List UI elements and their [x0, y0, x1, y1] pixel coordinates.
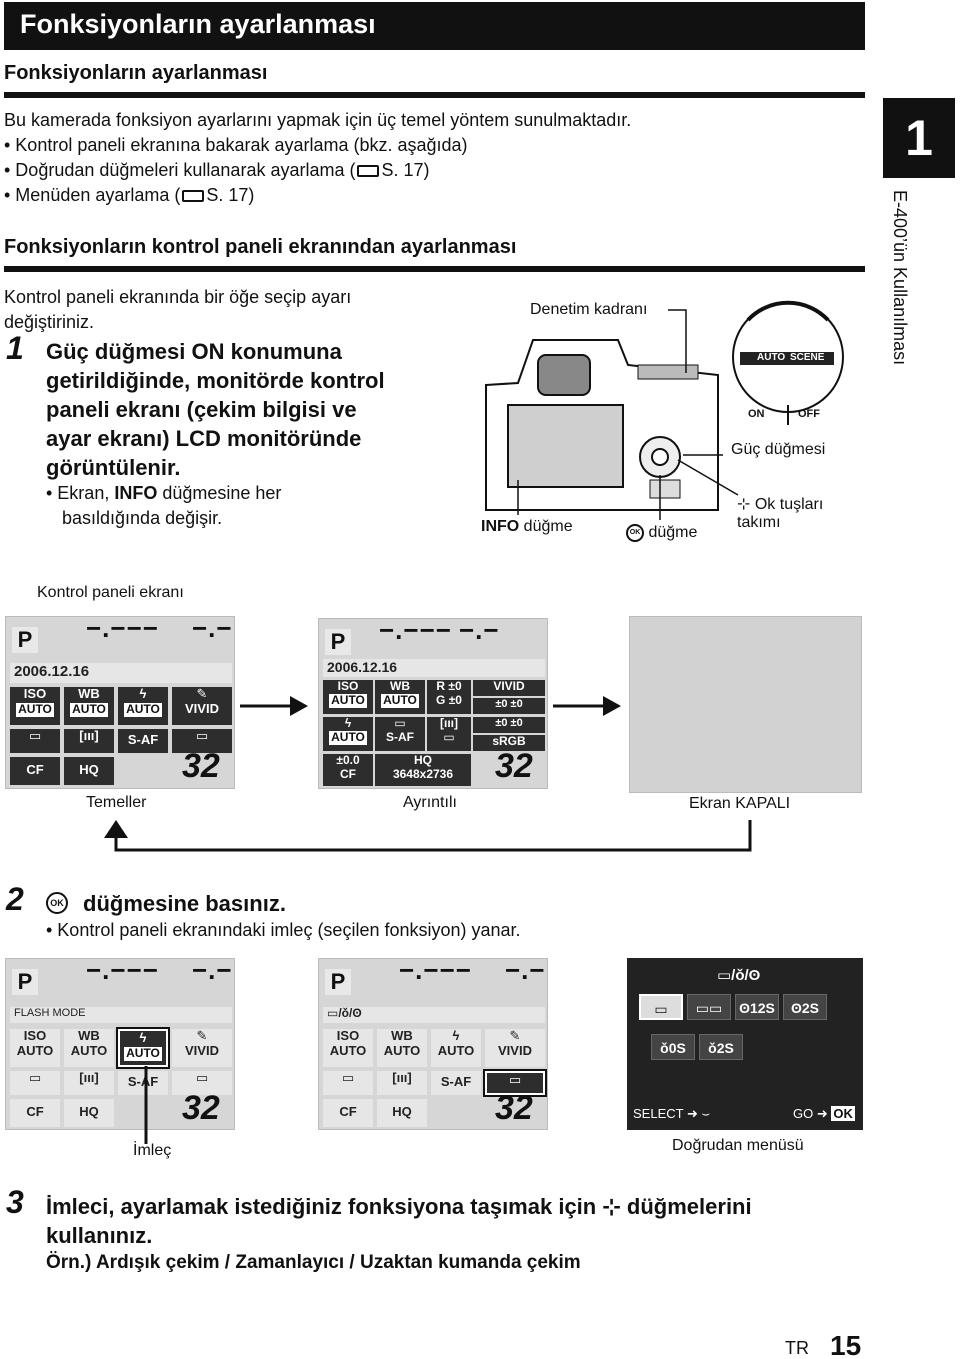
dial-scene-label: SCENE [790, 352, 825, 363]
wb-cell: WB AUTO [375, 680, 425, 714]
arrow-right-icon [553, 694, 623, 718]
chapter-side-title: E-400’ün Kullanılması [890, 190, 910, 366]
drive-cell-cursor[interactable]: ▭ [485, 1071, 545, 1095]
ok-icon: OK [626, 524, 644, 542]
function-name-cell: ▭/ǒ/ʘ [323, 1007, 545, 1023]
page-number: 15 [830, 1330, 862, 1359]
drive-cell: ▭ [172, 729, 232, 753]
mode-indicator: P [325, 969, 351, 995]
step1-bullet: • Ekran, INFO düğmesine her basıldığında değişir. [46, 483, 282, 528]
menu-timer-2s[interactable]: ʘ2S [783, 994, 827, 1020]
bullet-1: • Kontrol paneli ekranına bakarak ayarlama (bkz. aşağıda) [4, 135, 468, 155]
intro-text: Bu kamerada fonksiyon ayarlarını yapmak için üç temel yöntem sunulmaktadır. [4, 110, 632, 130]
iso-cell: ISO AUTO [10, 1029, 60, 1067]
on-label: ON [748, 408, 765, 420]
af-mode-cell: S-AF [431, 1071, 481, 1095]
menu-single-option[interactable]: ▭ [639, 994, 683, 1020]
sharp-contrast-cell: ±0 ±0 [473, 698, 545, 714]
ev-card-cell: ±0.0 CF [323, 754, 373, 786]
flash-cell: ϟ AUTO [431, 1029, 481, 1067]
lcd-detailed-panel [318, 615, 548, 789]
quality-cell: HQ [64, 1099, 114, 1127]
arrow-pad-icon: ⊹ [737, 496, 751, 513]
aperture-display: −.− [459, 615, 500, 645]
lcd-basic-panel [5, 613, 235, 789]
lcd-drive-cursor-panel [318, 955, 548, 1130]
quality-cell: HQ [377, 1099, 427, 1127]
iso-cell: ISO AUTO [323, 1029, 373, 1067]
af-area-cell: [ııı] [64, 1071, 114, 1095]
date-cell: 2006.12.16 [10, 663, 232, 683]
shutter-display: −.−−− [379, 615, 452, 645]
vivid-cell: VIVID [473, 680, 545, 696]
af-mode-cell: S-AF [118, 729, 168, 753]
af-drive-cell: [ııı] ▭ [427, 717, 471, 751]
metering-saf-cell: ▭ S-AF [375, 717, 425, 751]
detailed-caption: Ayrıntılı [403, 794, 457, 811]
saturation-gradation-cell: ±0 ±0 [473, 717, 545, 733]
card-cell: CF [10, 1099, 60, 1127]
direct-menu-caption: Doğrudan menüsü [672, 1137, 804, 1154]
menu-sequential-option[interactable]: ▭▭ [687, 994, 731, 1020]
step2-ok-icon: OK [46, 892, 68, 914]
control-panel-caption: Kontrol paneli ekranı [37, 584, 184, 601]
section-heading-2: Fonksiyonların kontrol paneli ekranından ayarlanması [4, 236, 865, 272]
shots-remaining: 32 [495, 1089, 533, 1127]
off-label: OFF [798, 408, 820, 420]
page-ref-icon [182, 190, 204, 202]
flash-cell: ϟ AUTO [118, 687, 168, 725]
shutter-display: −.−−− [86, 955, 159, 985]
iso-cell: ISO AUTO [10, 687, 60, 725]
control-dial-label: Denetim kadranı [530, 301, 648, 318]
picture-mode-cell: ✎ VIVID [172, 1029, 232, 1067]
step2-text: düğmesine basınız. [83, 891, 286, 916]
mode-indicator: P [325, 629, 351, 655]
metering-cell: ▭ [10, 729, 60, 753]
chapter-tab: 1 [883, 98, 955, 178]
cursor-caption: İmleç [133, 1142, 172, 1159]
arrow-pad-icon: ⊹ [602, 1194, 621, 1219]
lcd-cursor-panel [5, 955, 235, 1130]
date-cell: 2006.12.16 [323, 659, 545, 677]
aperture-display: −.− [505, 955, 546, 985]
wb-cell: WB AUTO [64, 687, 114, 725]
shots-remaining: 32 [495, 747, 533, 785]
aperture-display: −.− [192, 955, 233, 985]
function-name-cell: FLASH MODE [10, 1007, 232, 1023]
shutter-display: −.−−− [86, 613, 159, 643]
step-number-1: 1 [6, 330, 24, 366]
step1-text: Güç düğmesi ON konumuna getirildiğinde, monitörde kontrol paneli ekranı (çekim bilgisi ve ayar ekranı) LCD monitöründe görüntülenir. [46, 339, 385, 480]
shots-remaining: 32 [182, 747, 220, 785]
step-number-3: 3 [6, 1184, 24, 1220]
section-heading: Fonksiyonların ayarlanması [4, 62, 865, 98]
iso-cell: ISO AUTO [323, 680, 373, 714]
page-title-bar [4, 2, 865, 50]
color-space-cell: sRGB [473, 735, 545, 751]
mode-indicator: P [12, 627, 38, 653]
power-switch-label: Güç düğmesi [731, 441, 826, 458]
step2-bullet: • Kontrol paneli ekranındaki imleç (seçilen fonksiyon) yanar. [46, 920, 521, 940]
picture-mode-cell: ✎ VIVID [172, 687, 232, 725]
step3-example: Örn.) Ardışık çekim / Zamanlayıcı / Uzaktan kumanda çekim [46, 1252, 581, 1273]
dial-auto-label: AUTO [757, 352, 786, 363]
off-caption: Ekran KAPALI [689, 795, 791, 812]
card-cell: CF [323, 1099, 373, 1127]
quality-cell: HQ [64, 757, 114, 785]
af-area-cell: [ııı] [64, 729, 114, 753]
picture-mode-cell: ✎ VIVID [485, 1029, 545, 1067]
bullet-2: • Doğrudan düğmeleri kullanarak ayarlama ( S. 17) [4, 160, 430, 180]
screen-off-panel [629, 616, 862, 793]
quality-size-cell: HQ 3648x2736 [375, 754, 471, 786]
info-button-label: INFO düğme [481, 518, 573, 535]
section2-intro: Kontrol paneli ekranında bir öğe seçip ayarı değiştiriniz. [4, 287, 352, 332]
page-ref-icon [357, 165, 379, 177]
basic-caption: Temeller [86, 794, 147, 811]
aperture-display: −.− [192, 613, 233, 643]
shots-remaining: 32 [182, 1089, 220, 1127]
step3-text: İmleci, ayarlamak istediğiniz fonksiyona taşımak için ⊹ düğmelerini kullanınız. [46, 1194, 752, 1248]
direct-menu-panel [627, 958, 863, 1130]
card-cell: CF [10, 757, 60, 785]
footer-lang: TR [785, 1338, 809, 1358]
wb-adjust-cell: R ±0 G ±0 [427, 680, 471, 714]
flash-cell: ϟ AUTO [323, 717, 373, 751]
return-arrow-icon [100, 818, 760, 856]
ok-button-label: OK düğme [626, 524, 697, 542]
metering-cell: ▭ [10, 1071, 60, 1095]
wb-cell: WB AUTO [64, 1029, 114, 1067]
cursor-leader-line [142, 1066, 150, 1144]
shutter-display: −.−−− [399, 955, 472, 985]
menu-timer-12s[interactable]: ʘ12S [735, 994, 779, 1020]
metering-cell: ▭ [323, 1071, 373, 1095]
step-number-2: 2 [6, 881, 24, 917]
af-area-cell: [ııı] [377, 1071, 427, 1095]
select-hint: SELECT ➜ ⌣ [633, 1106, 711, 1121]
arrow-keys-label: ⊹ Ok tuşları takımı [737, 496, 824, 531]
arrow-right-icon [240, 694, 310, 718]
bullet-3: • Menüden ayarlama ( S. 17) [4, 185, 255, 205]
drive-menu-title: ▭/ǒ/ʘ [717, 967, 761, 984]
flash-cell-cursor[interactable]: ϟ AUTO [118, 1029, 168, 1067]
menu-remote-2s[interactable]: ǒ2S [699, 1034, 743, 1060]
af-mode-cell: S-AF [118, 1071, 168, 1095]
menu-remote-0s[interactable]: ǒ0S [651, 1034, 695, 1060]
wb-cell: WB AUTO [377, 1029, 427, 1067]
mode-indicator: P [12, 969, 38, 995]
go-hint: GO ➜ OK [793, 1106, 853, 1121]
drive-cell: ▭ [172, 1071, 232, 1095]
section-intro [4, 108, 864, 208]
page-title: Fonksiyonların ayarlanması [20, 9, 376, 39]
